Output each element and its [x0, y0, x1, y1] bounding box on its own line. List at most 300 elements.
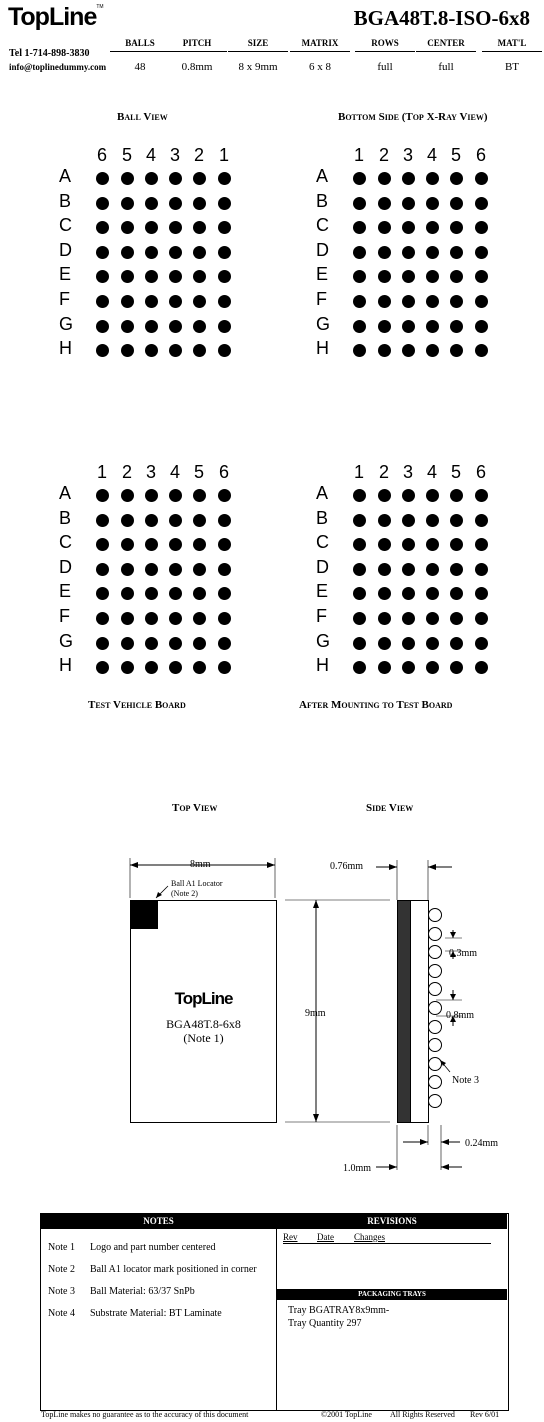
- row-label: H: [59, 655, 72, 676]
- ball-dot: [169, 563, 182, 576]
- ball-dot: [426, 221, 439, 234]
- ball-dot: [121, 320, 134, 333]
- ball-dot: [121, 344, 134, 357]
- spec-value: 0.8mm: [181, 61, 213, 73]
- column-label: 4: [145, 145, 156, 165]
- logo-tm: TM: [96, 4, 104, 10]
- ball-dot: [121, 270, 134, 283]
- tray-name: Tray BGATRAY8x9mm-: [288, 1305, 390, 1316]
- ball-dot: [145, 320, 158, 333]
- column-label: 3: [402, 462, 413, 482]
- ball-dot: [353, 612, 366, 625]
- ball-dot: [450, 637, 463, 650]
- row-label: H: [316, 655, 329, 676]
- ball-dot: [475, 246, 488, 259]
- row-label: C: [316, 215, 329, 236]
- column-label: 1: [353, 462, 364, 482]
- ball-dot: [96, 612, 109, 625]
- ball-dot: [218, 295, 231, 308]
- ball-dot: [96, 587, 109, 600]
- ball-dot: [426, 587, 439, 600]
- ball-dot: [145, 344, 158, 357]
- side-dim-pitch: 0.8mm: [446, 1010, 475, 1021]
- ball-dot: [353, 661, 366, 674]
- disclaimer: TopLine makes no guarantee as to the accuracy of this document: [41, 1410, 249, 1419]
- ball-dot: [218, 563, 231, 576]
- spec-value: 8 x 9mm: [238, 61, 278, 73]
- ball-dot: [450, 587, 463, 600]
- ball-dot: [426, 637, 439, 650]
- ball-dot: [193, 344, 206, 357]
- ball-dot: [402, 197, 415, 210]
- column-label: 2: [378, 462, 389, 482]
- ball-dot: [378, 587, 391, 600]
- ball-dot: [193, 587, 206, 600]
- side-dim-thickness: 0.76mm: [330, 861, 364, 872]
- side-substrate: [397, 900, 411, 1123]
- row-label: D: [316, 556, 329, 577]
- ball-dot: [96, 246, 109, 259]
- ball-dot: [169, 270, 182, 283]
- side-ball: [428, 927, 442, 941]
- spec-label: MATRIX: [290, 38, 350, 52]
- spec-value: 6 x 8: [309, 61, 331, 73]
- ball-dot: [193, 295, 206, 308]
- ball-dot: [402, 563, 415, 576]
- column-label: 5: [450, 462, 461, 482]
- ball-dot: [96, 489, 109, 502]
- ball-dot: [193, 172, 206, 185]
- ball-dot: [378, 270, 391, 283]
- ball-dot: [193, 320, 206, 333]
- telephone: Tel 1-714-898-3830: [9, 48, 90, 59]
- ball-dot: [353, 587, 366, 600]
- ball-dot: [402, 612, 415, 625]
- note-text: Ball Material: 63/37 SnPb: [90, 1286, 195, 1297]
- ball-dot: [353, 637, 366, 650]
- ball-dot: [218, 172, 231, 185]
- side-view-title: Side View: [366, 802, 414, 814]
- ball-dot: [402, 344, 415, 357]
- ball-dot: [450, 172, 463, 185]
- note-text: Logo and part number centered: [90, 1242, 216, 1253]
- ball-dot: [426, 320, 439, 333]
- ball-dot: [353, 172, 366, 185]
- column-label: 2: [378, 145, 389, 165]
- row-label: E: [59, 581, 72, 602]
- ball-dot: [426, 538, 439, 551]
- ball-dot: [121, 295, 134, 308]
- ball-dot: [450, 197, 463, 210]
- spec-label: SIZE: [228, 38, 288, 52]
- ball-dot: [353, 246, 366, 259]
- row-label: C: [59, 215, 72, 236]
- ball-dot: [475, 270, 488, 283]
- ball-dot: [450, 344, 463, 357]
- ball-dot: [218, 221, 231, 234]
- row-label: G: [316, 630, 331, 651]
- ball-dot: [475, 637, 488, 650]
- ball-dot: [193, 612, 206, 625]
- spec-label: PITCH: [167, 38, 227, 52]
- ball-dot: [450, 489, 463, 502]
- ball-dot: [378, 320, 391, 333]
- ball-dot: [193, 637, 206, 650]
- ball-dot: [169, 489, 182, 502]
- a1-locator-mark: [131, 901, 158, 929]
- ball-dot: [475, 489, 488, 502]
- trays-header: PACKAGING TRAYS: [277, 1289, 507, 1300]
- ball-dot: [193, 563, 206, 576]
- ball-dot: [475, 563, 488, 576]
- ball-dot: [450, 221, 463, 234]
- column-label: 1: [96, 462, 107, 482]
- package-logo: TopLine: [174, 989, 233, 1008]
- ball-dot: [145, 489, 158, 502]
- ball-dot: [218, 197, 231, 210]
- note-text: Substrate Material: BT Laminate: [90, 1308, 222, 1319]
- ball-dot: [475, 587, 488, 600]
- ball-dot: [475, 221, 488, 234]
- ball-dot: [121, 489, 134, 502]
- ball-dot: [378, 661, 391, 674]
- ball-dot: [169, 538, 182, 551]
- height-label: 9mm: [305, 1008, 326, 1019]
- ball-dot: [450, 538, 463, 551]
- row-label: C: [59, 532, 72, 553]
- ball-dot: [145, 270, 158, 283]
- ball-dot: [402, 661, 415, 674]
- ball-dot: [218, 661, 231, 674]
- ball-dot: [378, 172, 391, 185]
- ball-dot: [353, 270, 366, 283]
- column-label: 6: [475, 145, 486, 165]
- ball-dot: [145, 514, 158, 527]
- ball-dot: [475, 538, 488, 551]
- column-label: 1: [218, 145, 229, 165]
- row-label: C: [316, 532, 329, 553]
- ball-dot: [378, 246, 391, 259]
- ball-dot: [426, 270, 439, 283]
- row-label: A: [316, 483, 329, 503]
- note-number: Note 2: [48, 1264, 75, 1275]
- ball-dot: [145, 172, 158, 185]
- ball-dot: [145, 221, 158, 234]
- spec-value: 48: [134, 61, 146, 73]
- ball-dot: [378, 197, 391, 210]
- side-dim-overall: 1.0mm: [343, 1163, 372, 1174]
- row-label: F: [59, 289, 70, 309]
- logo-text: TopLine: [8, 3, 97, 31]
- ball-dot: [96, 661, 109, 674]
- ball-dot: [402, 221, 415, 234]
- column-label: 4: [426, 462, 437, 482]
- top-width-label: 8mm: [190, 859, 211, 870]
- ball-dot: [96, 197, 109, 210]
- side-ball: [428, 908, 442, 922]
- ball-dot: [475, 612, 488, 625]
- ball-dot: [450, 320, 463, 333]
- spec-label: MAT'L: [482, 38, 542, 52]
- row-label: F: [316, 606, 327, 626]
- ball-dot: [402, 587, 415, 600]
- ball-dot: [96, 514, 109, 527]
- ball-dot: [169, 661, 182, 674]
- note-number: Note 1: [48, 1242, 75, 1253]
- top-view-title: Top View: [172, 802, 218, 814]
- ball-dot: [169, 587, 182, 600]
- ball-dot: [96, 344, 109, 357]
- ball-dot: [353, 221, 366, 234]
- ball-dot: [402, 489, 415, 502]
- ball-dot: [193, 221, 206, 234]
- row-label: H: [316, 338, 329, 359]
- row-label: D: [59, 239, 72, 260]
- ball-dot: [426, 514, 439, 527]
- ball-dot: [121, 221, 134, 234]
- ball-dot: [402, 637, 415, 650]
- ball-dot: [402, 246, 415, 259]
- changes-col: Changes: [354, 1232, 385, 1242]
- ball-dot: [378, 563, 391, 576]
- ball-dot: [378, 344, 391, 357]
- row-label: B: [59, 190, 72, 211]
- side-die: [410, 900, 429, 1123]
- ball-dot: [218, 246, 231, 259]
- ball-dot: [121, 246, 134, 259]
- spec-label: ROWS: [355, 38, 415, 52]
- column-label: 6: [218, 462, 229, 482]
- row-label: D: [316, 239, 329, 260]
- side-note3: Note 3: [452, 1075, 479, 1086]
- note-number: Note 3: [48, 1286, 75, 1297]
- ball-dot: [218, 538, 231, 551]
- ball-dot: [96, 320, 109, 333]
- ball-dot: [145, 637, 158, 650]
- column-label: 6: [96, 145, 107, 165]
- ball-dot: [193, 270, 206, 283]
- ball-dot: [193, 661, 206, 674]
- ball-dot: [145, 197, 158, 210]
- row-label: A: [59, 166, 72, 186]
- ball-dot: [475, 514, 488, 527]
- row-label: B: [316, 190, 329, 211]
- rev-date: Rev 6/01: [470, 1410, 500, 1419]
- row-label: E: [316, 581, 329, 602]
- ball-dot: [450, 661, 463, 674]
- ball-dot: [145, 587, 158, 600]
- note-text: Ball A1 locator mark positioned in corner: [90, 1264, 257, 1275]
- column-label: 3: [169, 145, 180, 165]
- side-ball: [428, 1001, 442, 1015]
- row-label: F: [59, 606, 70, 626]
- ball-dot: [96, 270, 109, 283]
- ball-dot: [169, 612, 182, 625]
- ball-dot: [96, 563, 109, 576]
- ball-dot: [96, 295, 109, 308]
- part-number: BGA48T.8-ISO-6x8: [353, 6, 530, 30]
- package-part: BGA48T.8-6x8: [166, 1017, 241, 1031]
- ball-dot: [426, 563, 439, 576]
- locator-note: (Note 2): [171, 889, 198, 898]
- column-label: 3: [145, 462, 156, 482]
- row-label: E: [316, 264, 329, 285]
- topline-logo: [8, 5, 104, 30]
- ball-dot: [169, 637, 182, 650]
- row-label: A: [59, 483, 72, 503]
- rev-col: Rev: [283, 1232, 298, 1242]
- ball-dot: [450, 563, 463, 576]
- ball-dot: [169, 320, 182, 333]
- ball-dot: [218, 320, 231, 333]
- ball-dot: [193, 538, 206, 551]
- column-label: 5: [193, 462, 204, 482]
- ball-dot: [145, 563, 158, 576]
- ball-dot: [96, 538, 109, 551]
- ball-dot: [169, 514, 182, 527]
- ball-dot: [121, 538, 134, 551]
- ball-dot: [193, 246, 206, 259]
- side-ball: [428, 1094, 442, 1108]
- row-label: G: [59, 630, 74, 651]
- test-vehicle-title: Test Vehicle Board: [88, 699, 186, 711]
- ball-dot: [353, 514, 366, 527]
- tray-qty: Tray Quantity 297: [288, 1318, 362, 1329]
- ball-dot: [475, 661, 488, 674]
- ball-dot: [121, 612, 134, 625]
- ball-dot: [96, 172, 109, 185]
- ball-dot: [402, 514, 415, 527]
- ball-dot: [218, 637, 231, 650]
- ball-dot: [402, 295, 415, 308]
- rights: All Rights Reserved: [390, 1410, 455, 1419]
- info-divider: [276, 1213, 277, 1410]
- column-label: 4: [169, 462, 180, 482]
- ball-dot: [145, 661, 158, 674]
- ball-dot: [402, 172, 415, 185]
- ball-dot: [475, 172, 488, 185]
- ball-dot: [475, 320, 488, 333]
- ball-dot: [121, 637, 134, 650]
- column-label: 5: [450, 145, 461, 165]
- note-number: Note 4: [48, 1308, 75, 1319]
- ball-dot: [96, 637, 109, 650]
- ball-dot: [121, 197, 134, 210]
- row-label: B: [59, 507, 72, 528]
- ball-dot: [218, 514, 231, 527]
- ball-dot: [218, 344, 231, 357]
- spec-value: full: [438, 61, 454, 73]
- ball-dot: [426, 489, 439, 502]
- ball-dot: [426, 172, 439, 185]
- ball-dot: [145, 538, 158, 551]
- ball-dot: [353, 563, 366, 576]
- ball-dot: [218, 587, 231, 600]
- ball-dot: [426, 197, 439, 210]
- ball-dot: [193, 514, 206, 527]
- ball-dot: [378, 221, 391, 234]
- spec-value: BT: [504, 61, 520, 73]
- ball-dot: [426, 344, 439, 357]
- side-ball: [428, 1057, 442, 1071]
- ball-dot: [169, 344, 182, 357]
- side-ball: [428, 964, 442, 978]
- ball-dot: [378, 612, 391, 625]
- ball-dot: [145, 246, 158, 259]
- ball-dot: [169, 197, 182, 210]
- email: info@toplinedummy.com: [9, 62, 107, 72]
- ball-dot: [218, 489, 231, 502]
- column-label: 2: [121, 462, 132, 482]
- ball-dot: [378, 514, 391, 527]
- ball-dot: [426, 295, 439, 308]
- row-label: G: [316, 313, 331, 334]
- ball-dot: [378, 295, 391, 308]
- ball-dot: [353, 197, 366, 210]
- ball-dot: [193, 489, 206, 502]
- ball-dot: [121, 172, 134, 185]
- column-label: 6: [475, 462, 486, 482]
- ball-dot: [121, 661, 134, 674]
- row-label: B: [316, 507, 329, 528]
- ball-dot: [378, 637, 391, 650]
- spec-value: full: [377, 61, 393, 73]
- ball-dot: [426, 246, 439, 259]
- ball-dot: [450, 270, 463, 283]
- locator-text: Ball A1 Locator: [171, 879, 223, 888]
- ball-dot: [450, 514, 463, 527]
- ball-dot: [169, 172, 182, 185]
- ball-dot: [378, 489, 391, 502]
- after-mounting-title: After Mounting to Test Board: [299, 699, 453, 711]
- spec-label: CENTER: [416, 38, 476, 52]
- ball-dot: [402, 320, 415, 333]
- column-label: 2: [193, 145, 204, 165]
- ball-dot: [121, 587, 134, 600]
- ball-dot: [353, 538, 366, 551]
- ball-dot: [475, 344, 488, 357]
- ball-dot: [96, 221, 109, 234]
- row-label: D: [59, 556, 72, 577]
- ball-view-title: Ball View: [117, 111, 168, 123]
- ball-dot: [353, 344, 366, 357]
- ball-dot: [121, 514, 134, 527]
- row-label: H: [59, 338, 72, 359]
- ball-dot: [169, 295, 182, 308]
- locator-label: [171, 879, 223, 899]
- ball-dot: [402, 538, 415, 551]
- revisions-header: REVISIONS: [277, 1214, 507, 1229]
- ball-dot: [426, 661, 439, 674]
- ball-dot: [378, 538, 391, 551]
- ball-dot: [193, 197, 206, 210]
- spec-label: BALLS: [110, 38, 170, 52]
- column-label: 5: [121, 145, 132, 165]
- side-dim-standoff: 0.24mm: [465, 1138, 499, 1149]
- column-label: 3: [402, 145, 413, 165]
- row-label: E: [59, 264, 72, 285]
- row-label: F: [316, 289, 327, 309]
- ball-dot: [353, 489, 366, 502]
- ball-dot: [426, 612, 439, 625]
- ball-dot: [450, 246, 463, 259]
- ball-dot: [121, 563, 134, 576]
- column-label: 4: [426, 145, 437, 165]
- ball-dot: [475, 295, 488, 308]
- notes-header: NOTES: [41, 1214, 276, 1229]
- side-dim-ball-height: 0.3mm: [449, 948, 478, 959]
- row-label: A: [316, 166, 329, 186]
